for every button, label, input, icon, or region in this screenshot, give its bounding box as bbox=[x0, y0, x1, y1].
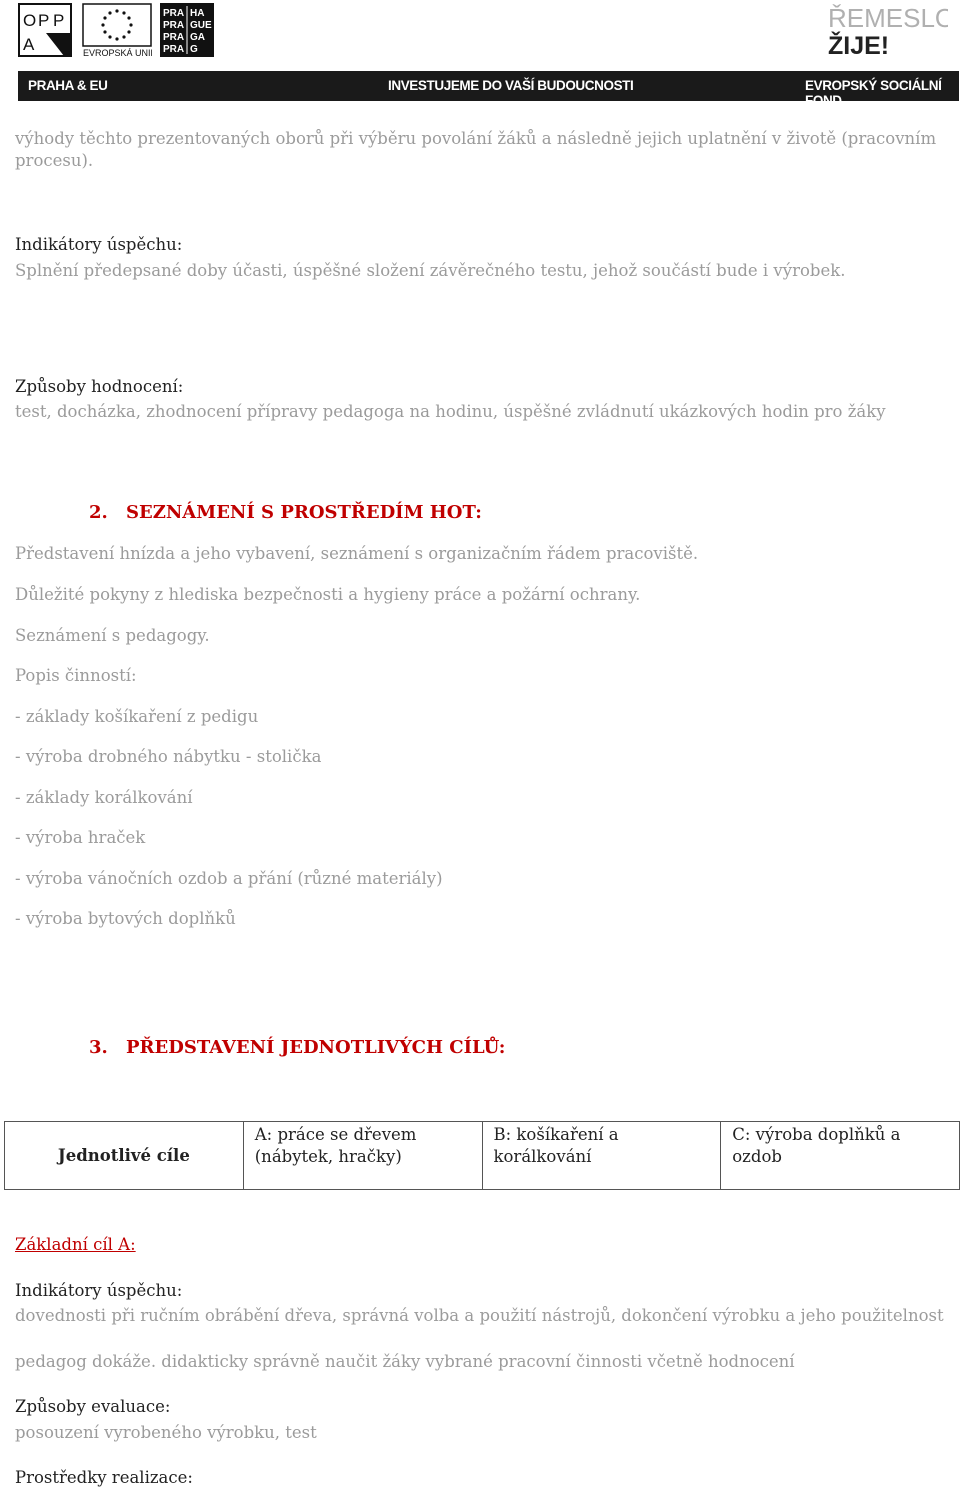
table-row bbox=[5, 1122, 960, 1190]
goal-a-indicators-text: dovednosti při ručním obrábění dřeva, správná volba a použití nástrojů, dokončení výrobku a jeho použitelnost bbox=[15, 1306, 944, 1325]
section3-title: PŘEDSTAVENÍ JEDNOTLIVÝCH CÍLŮ: bbox=[126, 1037, 506, 1058]
goal-c: C: výroba doplňků a ozdob bbox=[732, 1125, 901, 1166]
header-bar-left: PRAHA & EU bbox=[28, 78, 108, 93]
indicators-label: Indikátory úspěchu: bbox=[15, 235, 183, 254]
praha-logo bbox=[160, 3, 214, 57]
remeslo-logo-line1: ŘEMESLO bbox=[828, 3, 948, 33]
intro-line2: procesu). bbox=[15, 151, 94, 170]
opp-logo-letter: A bbox=[23, 35, 35, 54]
activity-item: - výroba vánočních ozdob a přání (různé materiály) bbox=[15, 869, 443, 888]
section3-number: 3. bbox=[89, 1037, 108, 1058]
praha-logo-text: HA bbox=[190, 8, 205, 19]
remeslo-logo bbox=[828, 2, 948, 58]
eu-logo bbox=[82, 3, 152, 57]
activity-item: - výroba hraček bbox=[15, 828, 146, 847]
section2-paragraph: Důležité pokyny z hlediska bezpečnosti a hygieny práce a požární ochrany. bbox=[15, 585, 641, 604]
activity-item: - základy košíkaření z pedigu bbox=[15, 707, 259, 726]
section2-number: 2. bbox=[89, 502, 108, 523]
goals-table-cell-c bbox=[721, 1122, 960, 1190]
section2-title: SEZNÁMENÍ S PROSTŘEDÍM HOT: bbox=[126, 502, 482, 523]
goal-a-means-label: Prostředky realizace: bbox=[15, 1468, 193, 1487]
goals-table bbox=[4, 1121, 960, 1190]
opp-logo-letter: P bbox=[38, 11, 50, 30]
praha-logo-text: PRA bbox=[163, 8, 185, 19]
remeslo-logo-line2: ŽIJE! bbox=[828, 32, 890, 58]
opp-logo bbox=[18, 3, 72, 57]
praha-logo-text: GUE bbox=[190, 20, 212, 31]
praha-logo-text: GA bbox=[190, 32, 205, 43]
goals-table-header-cell bbox=[5, 1122, 244, 1190]
goal-b-line1: B: košíkaření a bbox=[493, 1125, 619, 1144]
praha-logo-text: PRA bbox=[163, 32, 185, 43]
intro-line1: výhody těchto prezentovaných oborů při výběru povolání žáků a následně jejich uplatnění v životě (pracovním bbox=[15, 129, 937, 148]
evaluation-label: Způsoby hodnocení: bbox=[15, 377, 184, 396]
praha-logo-text: PRA bbox=[163, 44, 185, 55]
opp-logo-letter: P bbox=[53, 11, 65, 30]
indicators-text: Splnění předepsané doby účasti, úspěšné složení závěrečného testu, jehož součástí bude i výrobek. bbox=[15, 261, 846, 280]
opp-logo-letter: O bbox=[23, 11, 37, 30]
eu-logo-text: EVROPSKÁ UNIE bbox=[83, 48, 152, 57]
section2-paragraph: Představení hnízda a jeho vybavení, seznámení s organizačním řádem pracoviště. bbox=[15, 544, 699, 563]
activity-item: - výroba bytových doplňků bbox=[15, 909, 236, 928]
goal-a-line2: (nábytek, hračky) bbox=[254, 1147, 402, 1166]
goal-a-teacher-text: pedagog dokáže. didakticky správně naučit žáky vybrané pracovní činnosti včetně hodnocení bbox=[15, 1352, 795, 1371]
praha-logo-text: PRA bbox=[163, 20, 185, 31]
goal-a-indicators-label: Indikátory úspěchu: bbox=[15, 1281, 183, 1300]
goals-table-cell-b bbox=[482, 1122, 721, 1190]
goal-b-line2: korálkování bbox=[493, 1147, 592, 1166]
activity-item: - výroba drobného nábytku - stolička bbox=[15, 747, 322, 766]
goal-a-line1: A: práce se dřevem bbox=[254, 1125, 417, 1144]
goal-a-title: Základní cíl A: bbox=[15, 1235, 136, 1254]
goals-table-cell-a bbox=[243, 1122, 482, 1190]
header-bar bbox=[18, 71, 959, 108]
section2-paragraph: Seznámení s pedagogy. bbox=[15, 626, 210, 645]
activity-item: - základy korálkování bbox=[15, 788, 193, 807]
goal-a-evaluation-text: posouzení vyrobeného výrobku, test bbox=[15, 1423, 317, 1442]
goal-a-evaluation-label: Způsoby evaluace: bbox=[15, 1397, 171, 1416]
header-bar-center: INVESTUJEME DO VAŠÍ BUDOUCNOSTI bbox=[388, 78, 634, 93]
section2-paragraph: Popis činností: bbox=[15, 666, 137, 685]
goals-table-first: Jednotlivé cíle bbox=[57, 1145, 190, 1165]
praha-logo-text: G bbox=[190, 44, 198, 55]
evaluation-text: test, docházka, zhodnocení přípravy pedagoga na hodinu, úspěšné zvládnutí ukázkových hodin pro žáky bbox=[15, 402, 886, 421]
header-bar-right: EVROPSKÝ SOCIÁLNÍ FOND bbox=[805, 78, 942, 108]
